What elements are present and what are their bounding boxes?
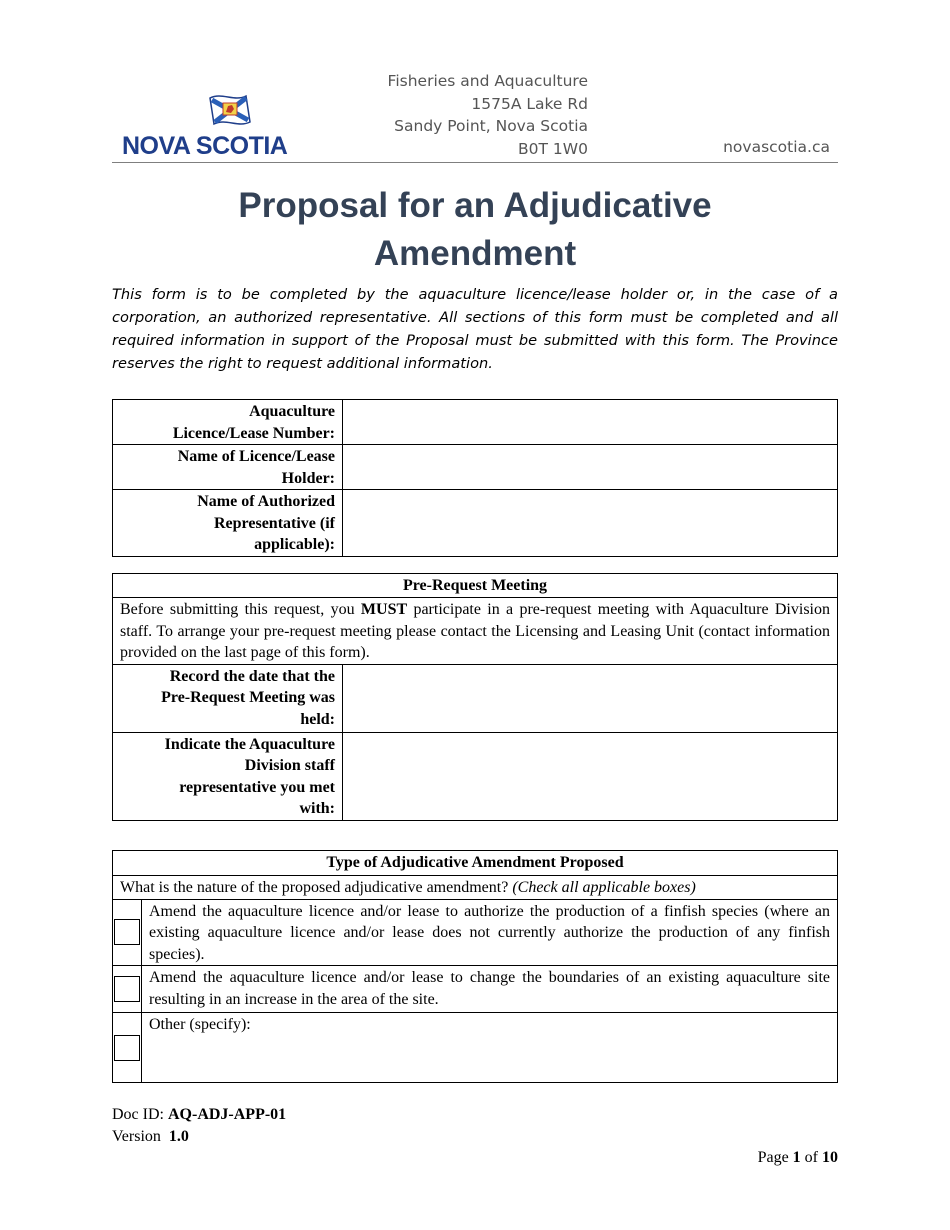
checkbox-cell: [113, 899, 142, 966]
staff-representative-field[interactable]: [343, 732, 838, 820]
table-row: [113, 851, 838, 876]
doc-id: Doc ID: AQ-ADJ-APP-01: [112, 1106, 287, 1123]
other-checkbox[interactable]: [114, 1035, 140, 1061]
table-row: [113, 598, 838, 665]
page-number: Page 1 of 10: [757, 1149, 838, 1166]
page-title: [112, 182, 838, 278]
other-specify-field[interactable]: Other (specify):: [142, 1013, 838, 1083]
table-row: [113, 574, 838, 598]
holder-name-field[interactable]: [343, 445, 838, 490]
table-row: [113, 490, 838, 557]
table-row: [113, 1013, 838, 1083]
nova-scotia-logo: [122, 86, 322, 160]
checkbox-cell: [113, 1013, 142, 1083]
department-address: [388, 70, 588, 160]
section-header: Type of Adjudicative Amendment Proposed: [113, 851, 838, 876]
field-label: Aquaculture Licence/Lease Number:: [113, 400, 343, 445]
meeting-date-field[interactable]: [343, 664, 838, 732]
page-header: [112, 66, 838, 163]
title-line: Proposal for an Adjudicative: [238, 186, 712, 225]
title-line: Amendment: [373, 234, 577, 273]
table-row: [113, 400, 838, 445]
pre-request-meeting-table: [112, 573, 838, 821]
field-label: Record the date that the Pre-Request Meeting was held:: [113, 664, 343, 732]
table-row: [113, 966, 838, 1013]
document-info: [112, 1104, 286, 1148]
meeting-description: Before submitting this request, you MUST participate in a pre-request meeting with Aquaculture Division staff. To arrange your pre-request meeting please contact the Licensing and Leasing Unit (contact information provided on the last page of this form).: [113, 598, 838, 665]
doc-version: Version 1.0: [112, 1128, 189, 1145]
table-row: [113, 445, 838, 490]
amendment-question: What is the nature of the proposed adjudicative amendment? (Check all applicable boxes): [113, 876, 838, 900]
licence-number-field[interactable]: [343, 400, 838, 445]
form-instructions: This form is to be completed by the aquaculture licence/lease holder or, in the case of a corporation, an authorized representative. All sections of this form must be completed and all required information in support of the Proposal must be submitted with this form. The Province reserves the right to request additional information.: [112, 286, 838, 372]
address-line: Fisheries and Aquaculture: [387, 72, 588, 90]
table-row: [113, 664, 838, 732]
option-text: Amend the aquaculture licence and/or lease to change the boundaries of an existing aquaculture site resulting in an increase in the area of the site.: [142, 966, 838, 1013]
table-row: [113, 899, 838, 966]
field-label: Indicate the Aquaculture Division staff representative you met with:: [113, 732, 343, 820]
applicant-info-table: [112, 399, 838, 557]
logo-wordmark: NOVA SCOTIA: [122, 132, 288, 160]
address-line: B0T 1W0: [518, 139, 588, 158]
field-label: Name of Licence/Lease Holder:: [113, 445, 343, 490]
representative-name-field[interactable]: [343, 490, 838, 557]
boundary-change-checkbox[interactable]: [114, 976, 140, 1002]
table-row: [113, 732, 838, 820]
table-row: [113, 876, 838, 900]
field-label: Name of Authorized Representative (if applicable):: [113, 490, 343, 557]
option-text: Amend the aquaculture licence and/or lease to authorize the production of a finfish species (where an existing aquaculture licence and/or lease does not currently authorize the production of any finfish species).: [142, 899, 838, 966]
address-line: Sandy Point, Nova Scotia: [394, 117, 588, 135]
checkbox-cell: [113, 966, 142, 1013]
section-header: Pre-Request Meeting: [113, 574, 838, 598]
amendment-type-table: [112, 850, 838, 1083]
finfish-checkbox[interactable]: [114, 919, 140, 945]
website-link[interactable]: novascotia.ca: [723, 138, 830, 156]
address-line: 1575A Lake Rd: [471, 94, 588, 113]
